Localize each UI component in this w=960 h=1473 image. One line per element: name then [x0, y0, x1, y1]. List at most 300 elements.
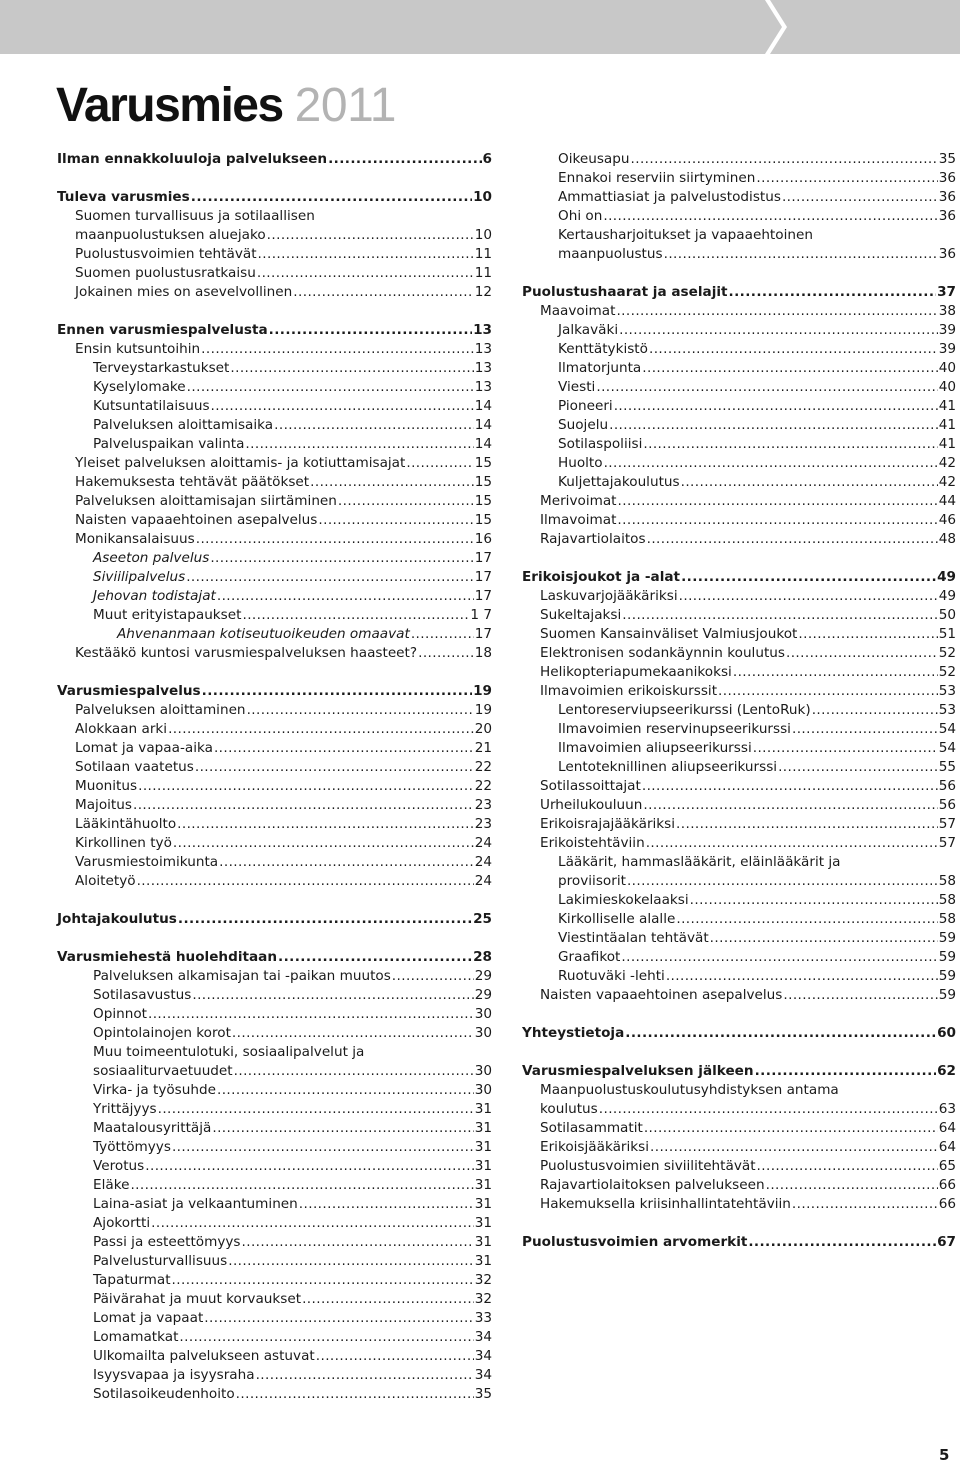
- toc-dot-leader: [756, 169, 937, 188]
- toc-entry-page: 64: [938, 1139, 956, 1155]
- toc-dot-leader: [676, 910, 937, 929]
- toc-entry-title: Maavoimat: [540, 303, 616, 319]
- toc-dot-leader: [178, 910, 472, 929]
- toc-dot-leader: [681, 568, 936, 587]
- toc-entry-title: Suomen Kansainväliset Valmiusjoukot: [540, 626, 798, 642]
- toc-entry-page: 60: [937, 1025, 956, 1041]
- toc-entry: [57, 1347, 492, 1366]
- toc-entry: [522, 1176, 956, 1195]
- toc-dot-leader: [219, 853, 474, 872]
- toc-entry: [522, 359, 956, 378]
- toc-entry-page: 63: [938, 1101, 956, 1117]
- toc-entry: [57, 549, 492, 568]
- toc-entry-title: Sotilaan vaatetus: [75, 759, 194, 775]
- toc-entry-title: Jokainen mies on asevelvollinen: [75, 284, 293, 300]
- toc-dot-leader: [627, 872, 938, 891]
- toc-entry: [522, 416, 956, 435]
- toc-entry-title: Ruotuväki -lehti: [558, 968, 665, 984]
- toc-entry: [57, 1366, 492, 1385]
- toc-entry-title: Viesti: [558, 379, 596, 395]
- toc-entry-title: Maatalousyrittäjä: [93, 1120, 212, 1136]
- toc-entry-page: 39: [938, 322, 956, 338]
- header-bar: [0, 0, 960, 54]
- toc-entry: [57, 492, 492, 511]
- toc-dot-leader: [690, 891, 938, 910]
- toc-entry-title: Lakimieskokelaaksi: [558, 892, 689, 908]
- toc-entry-title: Jalkaväki: [558, 322, 619, 338]
- toc-entry-title: Lentoreserviupseerikurssi (LentoRuk): [558, 702, 811, 718]
- toc-right-column: [522, 150, 956, 1252]
- toc-entry: [522, 701, 956, 720]
- toc-dot-leader: [748, 1233, 936, 1252]
- toc-entry-page: 46: [938, 512, 956, 528]
- toc-entry-title: Ennakoi reserviin siirtyminen: [558, 170, 756, 186]
- toc-entry-page: 23: [474, 816, 492, 832]
- toc-entry-page: 15: [474, 493, 492, 509]
- toc-entry: [522, 1138, 956, 1157]
- toc-dot-leader: [614, 397, 938, 416]
- toc-dot-leader: [643, 435, 937, 454]
- toc-entry-title: Puolustusvoimien tehtävät: [75, 246, 257, 262]
- toc-dot-leader: [755, 1062, 936, 1081]
- toc-entry-page: 55: [938, 759, 956, 775]
- toc-entry: [522, 720, 956, 739]
- toc-entry-title: Lomat ja vapaa-aika: [75, 740, 213, 756]
- toc-dot-leader: [621, 948, 937, 967]
- toc-entry: [57, 207, 492, 226]
- toc-entry: [522, 967, 956, 986]
- toc-entry: [522, 1081, 956, 1100]
- toc-entry-title: Varusmiespalvelus: [57, 683, 201, 699]
- toc-entry-page: 56: [938, 778, 956, 794]
- toc-entry-page: 31: [474, 1101, 492, 1117]
- toc-entry: [522, 663, 956, 682]
- toc-dot-leader: [649, 340, 938, 359]
- toc-entry: [57, 1119, 492, 1138]
- toc-entry: [57, 397, 492, 416]
- toc-entry-page: 25: [473, 911, 492, 927]
- toc-entry-title: Helikopteriapumekaanikoksi: [540, 664, 732, 680]
- toc-entry-title: Suomen puolustusratkaisu: [75, 265, 256, 281]
- toc-section-entry: [522, 1062, 956, 1081]
- toc-dot-leader: [338, 492, 474, 511]
- toc-dot-leader: [392, 967, 474, 986]
- toc-entry-page: 66: [938, 1177, 956, 1193]
- toc-entry: [57, 701, 492, 720]
- toc-entry: [522, 188, 956, 207]
- toc-entry-title: Sotilaspoliisi: [558, 436, 643, 452]
- toc-entry: [57, 815, 492, 834]
- toc-entry-page: 6: [482, 151, 492, 167]
- toc-entry-page: 21: [474, 740, 492, 756]
- toc-dot-leader: [625, 1024, 936, 1043]
- toc-entry: [57, 340, 492, 359]
- toc-entry-page: 13: [474, 341, 492, 357]
- toc-entry-page: 31: [474, 1196, 492, 1212]
- toc-dot-leader: [278, 948, 472, 967]
- toc-dot-leader: [256, 1366, 474, 1385]
- toc-entry-title: Pioneeri: [558, 398, 613, 414]
- toc-entry-title: Siviilipalvelus: [93, 569, 186, 585]
- toc-entry: [57, 226, 492, 245]
- toc-section-entry: [522, 283, 956, 302]
- toc-entry-title: maanpuolustuksen aluejako: [75, 227, 266, 243]
- toc-entry-title: Kutsuntatilaisuus: [93, 398, 210, 414]
- toc-dot-leader: [310, 473, 474, 492]
- toc-entry-page: 37: [937, 284, 956, 300]
- toc-entry-page: 17: [474, 550, 492, 566]
- toc-entry-page: 34: [474, 1367, 492, 1383]
- toc-entry-page: 56: [938, 797, 956, 813]
- toc-dot-leader: [211, 397, 474, 416]
- toc-entry-page: 49: [938, 588, 956, 604]
- toc-dot-leader: [172, 1271, 474, 1290]
- toc-dot-leader: [599, 1100, 938, 1119]
- toc-entry-title: Ahvenanmaan kotiseutuoikeuden omaavat: [117, 626, 410, 642]
- toc-entry-title: Aseeton palvelus: [93, 550, 210, 566]
- toc-entry: [57, 245, 492, 264]
- toc-entry: [57, 1309, 492, 1328]
- toc-dot-leader: [196, 530, 474, 549]
- toc-dot-leader: [718, 682, 938, 701]
- toc-entry-title: Monikansalaisuus: [75, 531, 195, 547]
- toc-dot-leader: [130, 1176, 473, 1195]
- toc-entry-title: Opintolainojen korot: [93, 1025, 231, 1041]
- toc-entry-title: Hakemuksesta tehtävät päätökset: [75, 474, 310, 490]
- toc-entry-title: Yleiset palveluksen aloittamis- ja kotiuttamisajat: [75, 455, 406, 471]
- toc-entry-page: 36: [938, 208, 956, 224]
- toc-entry: [57, 758, 492, 777]
- toc-entry-page: 28: [473, 949, 492, 965]
- toc-entry-page: 41: [938, 398, 956, 414]
- toc-entry: [57, 1157, 492, 1176]
- toc-dot-leader: [212, 1119, 473, 1138]
- toc-entry-page: 53: [938, 702, 956, 718]
- toc-entry-page: 30: [474, 1063, 492, 1079]
- toc-entry-title: Lomat ja vapaat: [93, 1310, 204, 1326]
- toc-entry-title: Erikoistehtäviin: [540, 835, 645, 851]
- toc-entry-title: Puolustusvoimien siviilitehtävät: [540, 1158, 756, 1174]
- toc-entry: [57, 568, 492, 587]
- toc-entry-title: Päivärahat ja muut korvaukset: [93, 1291, 302, 1307]
- toc-entry-page: 13: [474, 360, 492, 376]
- toc-dot-leader: [411, 625, 474, 644]
- toc-entry: [522, 682, 956, 701]
- toc-entry-title: Kertausharjoitukset ja vapaaehtoinen: [558, 227, 813, 243]
- toc-entry: [57, 511, 492, 530]
- toc-entry: [57, 625, 492, 644]
- toc-entry-page: 58: [938, 873, 956, 889]
- toc-dot-leader: [214, 739, 474, 758]
- toc-entry: [57, 264, 492, 283]
- toc-dot-leader: [202, 682, 472, 701]
- toc-entry-page: 29: [474, 968, 492, 984]
- toc-entry-title: Opinnot: [93, 1006, 147, 1022]
- toc-dot-leader: [228, 1252, 473, 1271]
- toc-entry-page: 31: [474, 1234, 492, 1250]
- toc-entry: [57, 473, 492, 492]
- toc-entry-page: 29: [474, 987, 492, 1003]
- toc-dot-leader: [242, 606, 469, 625]
- toc-entry: [57, 1195, 492, 1214]
- toc-entry-title: Alokkaan arki: [75, 721, 168, 737]
- toc-entry: [57, 834, 492, 853]
- toc-entry: [522, 226, 956, 245]
- toc-entry-page: 16: [474, 531, 492, 547]
- toc-entry-title: Palveluspaikan valinta: [93, 436, 245, 452]
- toc-entry: [522, 872, 956, 891]
- toc-entry-title: Naisten vapaaehtoinen asepalvelus: [75, 512, 318, 528]
- toc-entry-title: Lääkärit, hammaslääkärit, eläinlääkärit ja: [558, 854, 841, 870]
- toc-entry-title: Varusmiehestä huolehditaan: [57, 949, 278, 965]
- toc-entry-page: 52: [938, 645, 956, 661]
- toc-dot-leader: [269, 321, 472, 340]
- toc-entry-title: Lääkintähuolto: [75, 816, 177, 832]
- toc-entry-title: Suomen turvallisuus ja sotilaallisen: [75, 208, 315, 224]
- toc-entry: [522, 606, 956, 625]
- toc-dot-leader: [328, 150, 481, 169]
- toc-entry-title: Ohi on: [558, 208, 603, 224]
- toc-entry: [522, 435, 956, 454]
- toc-entry-page: 14: [474, 417, 492, 433]
- toc-entry-page: 15: [474, 455, 492, 471]
- toc-entry: [57, 1252, 492, 1271]
- toc-entry-page: 39: [938, 341, 956, 357]
- toc-entry: [57, 872, 492, 891]
- toc-entry: [522, 454, 956, 473]
- toc-entry-page: 40: [938, 379, 956, 395]
- toc-entry-title: Yrittäjyys: [93, 1101, 157, 1117]
- toc-entry-title: Kyselylomake: [93, 379, 186, 395]
- toc-entry: [522, 758, 956, 777]
- toc-entry: [522, 891, 956, 910]
- toc-dot-leader: [210, 549, 473, 568]
- toc-dot-leader: [299, 1195, 474, 1214]
- toc-dot-leader: [257, 264, 474, 283]
- toc-section-entry: [57, 321, 492, 340]
- toc-dot-leader: [609, 416, 938, 435]
- toc-dot-leader: [274, 416, 474, 435]
- toc-entry-title: maanpuolustus: [558, 246, 663, 262]
- toc-entry: [57, 853, 492, 872]
- toc-entry-title: Puolustusvoimien arvomerkit: [522, 1234, 748, 1250]
- toc-dot-leader: [148, 1005, 474, 1024]
- toc-entry-title: proviisorit: [558, 873, 626, 889]
- toc-entry-page: 13: [473, 322, 492, 338]
- toc-entry-page: 59: [938, 987, 956, 1003]
- toc-dot-leader: [792, 720, 938, 739]
- toc-dot-leader: [318, 511, 473, 530]
- toc-entry-title: Ilmavoimat: [540, 512, 617, 528]
- toc-dot-leader: [643, 796, 937, 815]
- toc-dot-leader: [217, 1081, 474, 1100]
- toc-entry: [522, 169, 956, 188]
- toc-entry-title: Ajokortti: [93, 1215, 151, 1231]
- toc-entry-title: Ilmavoimien reservinupseerikurssi: [558, 721, 791, 737]
- toc-entry-page: 67: [937, 1234, 956, 1250]
- toc-entry-page: 36: [938, 170, 956, 186]
- toc-entry-page: 42: [938, 455, 956, 471]
- toc-entry-page: 58: [938, 911, 956, 927]
- toc-entry: [57, 796, 492, 815]
- toc-entry-title: Virka- ja työsuhde: [93, 1082, 216, 1098]
- toc-section-entry: [57, 188, 492, 207]
- toc-entry-title: Terveystarkastukset: [93, 360, 230, 376]
- toc-dot-leader: [191, 188, 472, 207]
- toc-dot-leader: [733, 663, 938, 682]
- toc-entry: [522, 834, 956, 853]
- toc-entry-page: 24: [474, 835, 492, 851]
- toc-entry: [57, 739, 492, 758]
- toc-entry: [522, 777, 956, 796]
- toc-entry-title: Erikoisjääkäriksi: [540, 1139, 650, 1155]
- toc-entry-page: 36: [938, 189, 956, 205]
- toc-dot-leader: [650, 1138, 938, 1157]
- toc-entry-page: 32: [474, 1291, 492, 1307]
- toc-entry-page: 19: [474, 702, 492, 718]
- toc-entry-title: Suojelu: [558, 417, 609, 433]
- toc-dot-leader: [757, 1157, 938, 1176]
- toc-dot-leader: [201, 340, 474, 359]
- toc-dot-leader: [234, 1062, 474, 1081]
- toc-dot-leader: [406, 454, 473, 473]
- toc-entry-page: 34: [474, 1348, 492, 1364]
- toc-entry-page: 17: [474, 626, 492, 642]
- toc-entry-title: Palveluksen aloittamisaika: [93, 417, 274, 433]
- toc-entry: [57, 777, 492, 796]
- toc-entry-title: Ensin kutsuntoihin: [75, 341, 201, 357]
- toc-dot-leader: [236, 1385, 474, 1404]
- toc-entry-page: 1 7: [470, 607, 492, 623]
- toc-entry-title: Johtajakoulutus: [57, 911, 177, 927]
- toc-entry: [522, 397, 956, 416]
- toc-entry: [57, 967, 492, 986]
- toc-dot-leader: [179, 1328, 473, 1347]
- toc-dot-leader: [267, 226, 474, 245]
- toc-dot-leader: [798, 625, 937, 644]
- toc-entry-title: Sotilassoittajat: [540, 778, 641, 794]
- toc-dot-leader: [192, 986, 473, 1005]
- toc-entry-title: Sukeltajaksi: [540, 607, 622, 623]
- toc-entry-title: Verotus: [93, 1158, 145, 1174]
- toc-entry-page: 54: [938, 721, 956, 737]
- toc-entry: [57, 454, 492, 473]
- toc-entry: [57, 1005, 492, 1024]
- toc-dot-leader: [168, 720, 474, 739]
- toc-entry-title: Kestääkö kuntosi varusmiespalveluksen haasteet?: [75, 645, 418, 661]
- toc-entry-page: 44: [938, 493, 956, 509]
- toc-entry-title: Urheilukouluun: [540, 797, 643, 813]
- toc-entry-title: Passi ja esteettömyys: [93, 1234, 241, 1250]
- toc-entry: [522, 587, 956, 606]
- toc-entry-title: Varusmiestoimikunta: [75, 854, 219, 870]
- toc-dot-leader: [642, 777, 938, 796]
- toc-entry-title: Kirkollinen työ: [75, 835, 172, 851]
- toc-dot-leader: [137, 872, 474, 891]
- toc-section-entry: [57, 682, 492, 701]
- toc-dot-leader: [195, 758, 474, 777]
- toc-entry: [57, 1271, 492, 1290]
- toc-entry-page: 13: [474, 379, 492, 395]
- toc-dot-leader: [316, 1347, 474, 1366]
- toc-entry: [522, 473, 956, 492]
- toc-entry-page: 19: [473, 683, 492, 699]
- toc-entry-page: 65: [938, 1158, 956, 1174]
- toc-dot-leader: [138, 777, 474, 796]
- toc-entry-page: 11: [474, 246, 492, 262]
- toc-entry-title: Sotilasammatit: [540, 1120, 643, 1136]
- toc-entry-page: 36: [938, 246, 956, 262]
- toc-dot-leader: [596, 378, 937, 397]
- toc-entry-title: Kirkolliselle alalle: [558, 911, 676, 927]
- toc-entry-title: Eläke: [93, 1177, 130, 1193]
- toc-entry: [522, 929, 956, 948]
- toc-dot-leader: [783, 986, 937, 1005]
- toc-dot-leader: [230, 359, 473, 378]
- toc-entry-title: Sotilasavustus: [93, 987, 192, 1003]
- toc-entry-title: Majoitus: [75, 797, 132, 813]
- toc-entry-page: 11: [474, 265, 492, 281]
- toc-entry: [57, 644, 492, 663]
- toc-entry-page: 30: [474, 1006, 492, 1022]
- toc-entry-page: 30: [474, 1082, 492, 1098]
- toc-dot-leader: [778, 758, 938, 777]
- toc-entry-title: Maanpuolustuskoulutusyhdistyksen antama: [540, 1082, 839, 1098]
- toc-entry-title: Ennen varusmiespalvelusta: [57, 322, 268, 338]
- toc-entry-title: Ammattiasiat ja palvelustodistus: [558, 189, 781, 205]
- toc-entry-title: Tuleva varusmies: [57, 189, 190, 205]
- toc-entry: [522, 948, 956, 967]
- toc-entry-title: Jehovan todistajat: [93, 588, 216, 604]
- toc-entry-page: 31: [474, 1120, 492, 1136]
- toc-entry-page: 15: [474, 474, 492, 490]
- toc-entry-page: 49: [937, 569, 956, 585]
- toc-entry-title: Laskuvarjojääkäriksi: [540, 588, 678, 604]
- toc-left-column: [57, 150, 492, 1404]
- toc-entry: [522, 321, 956, 340]
- toc-dot-leader: [681, 473, 938, 492]
- toc-entry-page: 62: [937, 1063, 956, 1079]
- toc-entry: [57, 1100, 492, 1119]
- toc-entry-page: 24: [474, 854, 492, 870]
- toc-entry: [57, 720, 492, 739]
- toc-entry-page: 15: [474, 512, 492, 528]
- toc-entry: [522, 1157, 956, 1176]
- toc-dot-leader: [622, 606, 937, 625]
- toc-entry-title: Lomamatkat: [93, 1329, 179, 1345]
- toc-entry-title: Työttömyys: [93, 1139, 171, 1155]
- toc-entry: [522, 853, 956, 872]
- toc-entry-title: Palveluksen aloittaminen: [75, 702, 246, 718]
- toc-entry-page: 31: [474, 1177, 492, 1193]
- toc-entry-title: koulutus: [540, 1101, 598, 1117]
- toc-entry-page: 52: [938, 664, 956, 680]
- toc-dot-leader: [812, 701, 938, 720]
- toc-entry-title: Tapaturmat: [93, 1272, 171, 1288]
- toc-entry-title: Muu toimeentulotuki, sosiaalipalvelut ja: [93, 1044, 365, 1060]
- toc-dot-leader: [145, 1157, 473, 1176]
- toc-entry-page: 48: [938, 531, 956, 547]
- toc-entry-page: 59: [938, 930, 956, 946]
- toc-entry-page: 14: [474, 436, 492, 452]
- toc-entry-title: Erikoisrajajääkäriksi: [540, 816, 676, 832]
- toc-entry: [522, 302, 956, 321]
- toc-dot-leader: [710, 929, 938, 948]
- toc-entry-page: 59: [938, 968, 956, 984]
- toc-entry-page: 33: [474, 1310, 492, 1326]
- toc-entry-page: 10: [473, 189, 492, 205]
- toc-entry-title: Muonitus: [75, 778, 138, 794]
